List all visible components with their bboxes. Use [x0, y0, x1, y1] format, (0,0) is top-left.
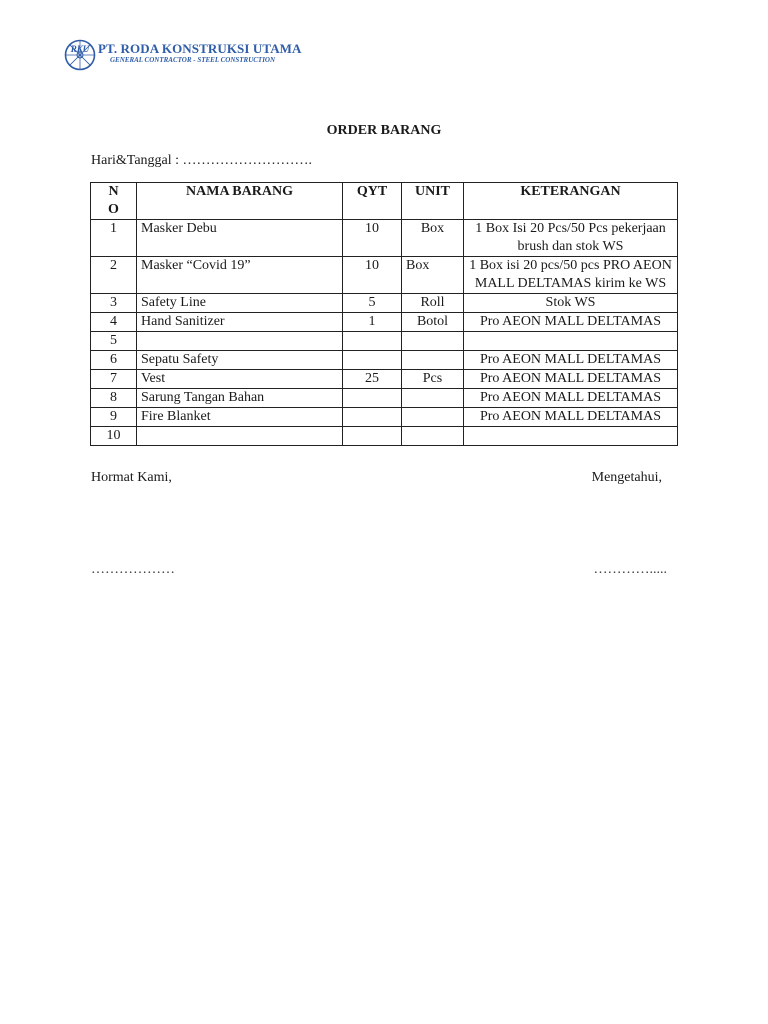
cell-qty: 1	[343, 313, 402, 332]
cell-unit: Pcs	[402, 370, 464, 389]
table-row	[91, 332, 678, 351]
order-table	[90, 182, 678, 446]
cell-qty	[343, 427, 402, 446]
cell-no: 9	[91, 408, 137, 427]
cell-qty	[343, 389, 402, 408]
table-row	[91, 257, 678, 294]
table-row	[91, 370, 678, 389]
cell-remarks: Pro AEON MALL DELTAMAS	[464, 389, 678, 408]
cell-unit: Botol	[402, 313, 464, 332]
cell-no: 1	[91, 220, 137, 257]
column-header-no-line1: N	[108, 184, 119, 199]
column-header-name: NAMA BARANG	[137, 183, 343, 220]
column-header-no-line2: O	[108, 202, 119, 217]
table-row	[91, 389, 678, 408]
signature-left-line: ………………	[91, 562, 175, 577]
cell-item-name: Fire Blanket	[137, 408, 343, 427]
wheel-logo-icon	[64, 38, 96, 72]
cell-remarks: Pro AEON MALL DELTAMAS	[464, 408, 678, 427]
cell-no: 6	[91, 351, 137, 370]
table-row	[91, 427, 678, 446]
cell-remarks	[464, 332, 678, 351]
cell-no: 8	[91, 389, 137, 408]
cell-remarks: Stok WS	[464, 294, 678, 313]
cell-item-name	[137, 427, 343, 446]
date-line: Hari&Tanggal : ……………………….	[91, 153, 313, 168]
signature-left-label: Hormat Kami,	[91, 470, 172, 485]
company-name: PT. RODA KONSTRUKSI UTAMA	[98, 41, 302, 56]
signature-right-line: ………….....	[593, 562, 667, 577]
cell-qty: 10	[343, 257, 402, 294]
cell-remarks	[464, 427, 678, 446]
cell-no: 4	[91, 313, 137, 332]
cell-no: 5	[91, 332, 137, 351]
column-header-unit: UNIT	[402, 183, 464, 220]
cell-no: 3	[91, 294, 137, 313]
cell-no: 2	[91, 257, 137, 294]
column-header-no	[91, 183, 137, 220]
cell-qty	[343, 351, 402, 370]
table-row	[91, 220, 678, 257]
cell-unit: Box	[402, 257, 464, 294]
cell-unit: Box	[402, 220, 464, 257]
company-logo	[64, 38, 304, 74]
cell-item-name: Masker “Covid 19”	[137, 257, 343, 294]
cell-no: 10	[91, 427, 137, 446]
cell-remarks: Pro AEON MALL DELTAMAS	[464, 313, 678, 332]
cell-qty	[343, 332, 402, 351]
cell-item-name: Sarung Tangan Bahan	[137, 389, 343, 408]
signature-right-label: Mengetahui,	[591, 470, 662, 485]
cell-item-name: Safety Line	[137, 294, 343, 313]
table-row	[91, 408, 678, 427]
cell-qty	[343, 408, 402, 427]
cell-unit	[402, 389, 464, 408]
cell-remarks: Pro AEON MALL DELTAMAS	[464, 370, 678, 389]
cell-item-name: Masker Debu	[137, 220, 343, 257]
table-row	[91, 294, 678, 313]
company-tagline: GENERAL CONTRACTOR - STEEL CONSTRUCTION	[110, 56, 276, 64]
cell-item-name: Sepatu Safety	[137, 351, 343, 370]
cell-remarks: Pro AEON MALL DELTAMAS	[464, 351, 678, 370]
cell-qty: 5	[343, 294, 402, 313]
cell-unit	[402, 408, 464, 427]
column-header-qty: QYT	[343, 183, 402, 220]
cell-unit: Roll	[402, 294, 464, 313]
cell-unit	[402, 351, 464, 370]
table-row	[91, 313, 678, 332]
column-header-remarks: KETERANGAN	[464, 183, 678, 220]
cell-remarks: 1 Box isi 20 pcs/50 pcs PRO AEON MALL DELTAMAS kirim ke WS	[464, 257, 678, 294]
cell-no: 7	[91, 370, 137, 389]
logo-monogram: RKU	[70, 44, 90, 54]
cell-qty: 10	[343, 220, 402, 257]
cell-remarks: 1 Box Isi 20 Pcs/50 Pcs pekerjaan brush dan stok WS	[464, 220, 678, 257]
cell-item-name: Hand Sanitizer	[137, 313, 343, 332]
document-title: ORDER BARANG	[326, 123, 442, 138]
cell-qty: 25	[343, 370, 402, 389]
cell-unit	[402, 332, 464, 351]
table-row	[91, 351, 678, 370]
cell-item-name	[137, 332, 343, 351]
table-header-row	[91, 183, 678, 220]
cell-item-name: Vest	[137, 370, 343, 389]
cell-unit	[402, 427, 464, 446]
